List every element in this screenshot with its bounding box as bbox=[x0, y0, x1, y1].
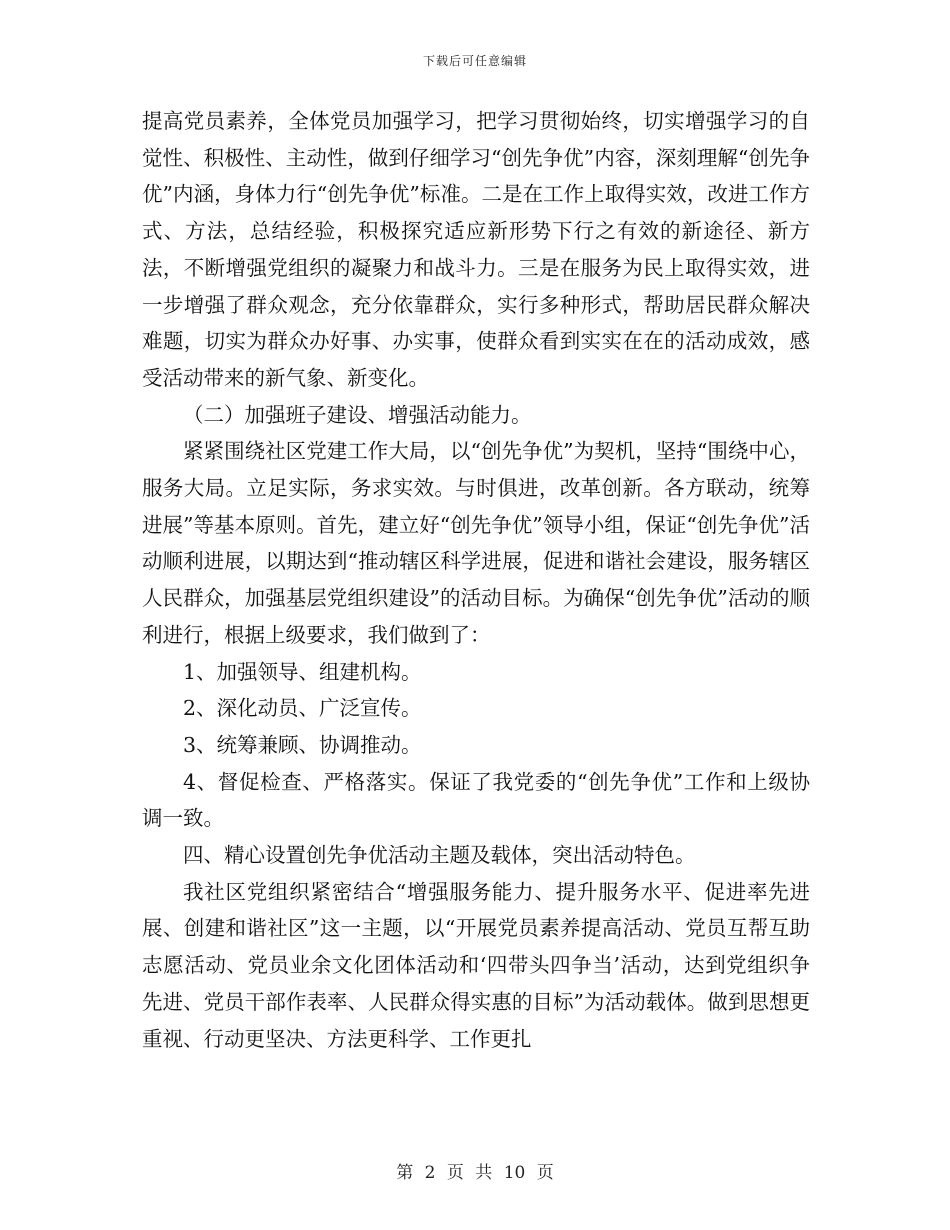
section-heading-team-building: （二）加强班子建设、增强活动能力。 bbox=[183, 402, 532, 427]
paragraph-theme-detail: 我社区党组织紧密结合“增强服务能力、提升服务水平、促进率先进展、创建和谐社区”这一主题，以“开展党员素养提高活动、党员互帮互助志愿活动、党员业余文化团体活动和‘四带头四争当’活动，达到党组织争先进、党员干部作表率、人民群众得实惠的目标”为活动载体。做到思想更重视、行动更坚决、方法更科学、工作更扎 bbox=[142, 879, 810, 1051]
list-item-4: 4、督促检查、严格落实。保证了我党委的“创先争优”工作和上级协调一致。 bbox=[142, 769, 810, 831]
section-heading-theme: 四、精心设置创先争优活动主题及载体，突出活动特色。 bbox=[183, 843, 696, 868]
list-item-2: 2、深化动员、广泛宣传。 bbox=[183, 696, 422, 721]
page-number-footer: 第 2 页 共 10 页 bbox=[396, 1163, 554, 1183]
page-header: 下载后可任意编辑 bbox=[422, 54, 527, 68]
list-item-3: 3、统筹兼顾、协调推动。 bbox=[183, 732, 422, 757]
document-body bbox=[142, 103, 810, 1057]
paragraph-principles: 紧紧围绕社区党建工作大局，以“创先争优”为契机，坚持“围绕中心，服务大局。立足实际，务求实效。与时俱进，改革创新。各方联动，统筹进展”等基本原则。首先，建立好“创先争优”领导小组，保证“创先争优”活动顺利进展，以期达到“推动辖区科学进展，促进和谐社会建设，服务辖区人民群众，加强基层党组织建设”的活动目标。为确保“创先争优”活动的顺利进行，根据上级要求，我们做到了： bbox=[142, 439, 810, 647]
list-item-1: 1、加强领导、组建机构。 bbox=[183, 659, 422, 684]
paragraph-continuation: 提高党员素养，全体党员加强学习，把学习贯彻始终，切实增强学习的自觉性、积极性、主动性，做到仔细学习“创先争优”内容，深刻理解“创先争优”内涵，身体力行“创先争优”标准。二是在工作上取得实效，改进工作方式、方法，总结经验，积极探究适应新形势下行之有效的新途径、新方法，不断增强党组织的凝聚力和战斗力。三是在服务为民上取得实效，进一步增强了群众观念，充分依靠群众，实行多种形式，帮助居民群众解决难题，切实为群众办好事、办实事，使群众看到实实在在的活动成效，感受活动带来的新气象、新变化。 bbox=[142, 109, 810, 390]
